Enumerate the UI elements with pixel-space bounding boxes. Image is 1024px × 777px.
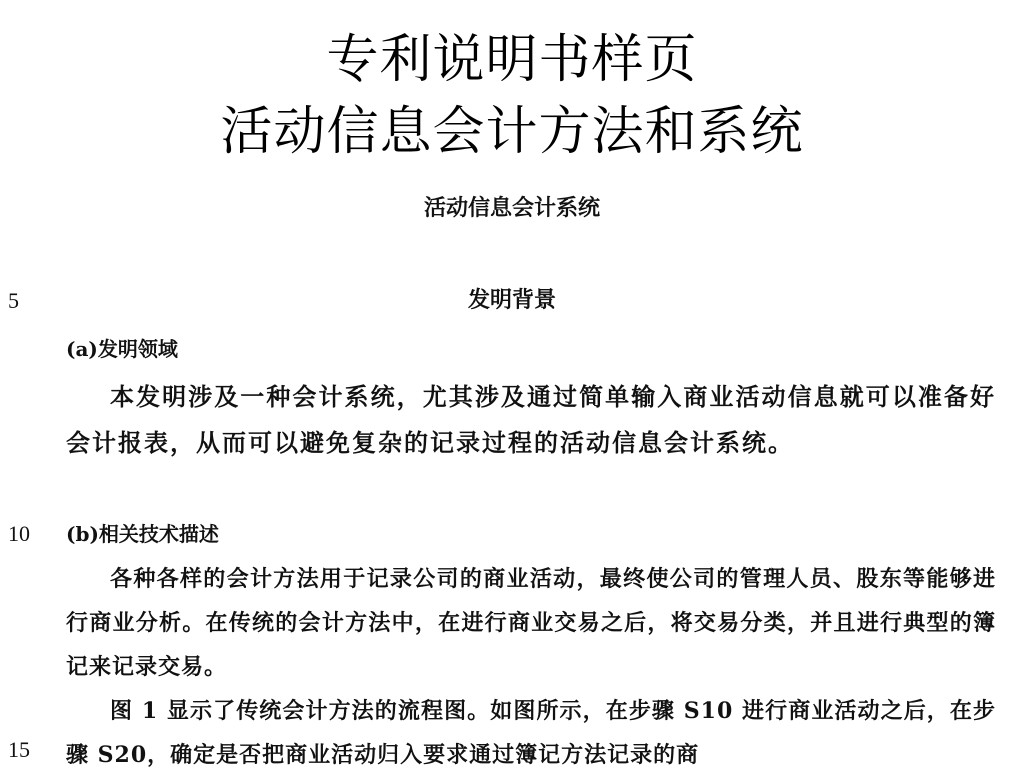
document-subtitle: 活动信息会计系统 (423, 195, 600, 221)
page-title-line-2: 活动信息会计方法和系统 (220, 102, 804, 162)
line-number-10: 10 (8, 521, 30, 546)
prior-art-paragraph-1: 各种各样的会计方法用于记录公司的商业活动，最终使公司的管理人员、股东等能够进行商业分析。在传统的会计方法中，在进行商业交易之后，将交易分类，并且进行典型的簿记来记录交易。 (66, 566, 996, 680)
field-paragraph: 本发明涉及一种会计系统，尤其涉及通过简单输入商业活动信息就可以准备好会计报表，从而可以避免复杂的记录过程的活动信息会计系统。 (66, 382, 996, 457)
prior-art-heading: (b)相关技术描述 (66, 522, 219, 546)
line-number-15: 15 (8, 737, 30, 762)
line-number-5: 5 (8, 288, 19, 313)
page-title-line-1: 专利说明书样页 (326, 30, 698, 90)
field-heading: (a)发明领域 (66, 337, 178, 361)
prior-art-paragraph-2: 图 1 显示了传统会计方法的流程图。如图所示，在步骤 S10 进行商业活动之后，在步骤 S20，确定是否把商业活动归入要求通过簿记方法记录的商 (66, 698, 996, 768)
background-heading: 发明背景 (467, 287, 556, 313)
